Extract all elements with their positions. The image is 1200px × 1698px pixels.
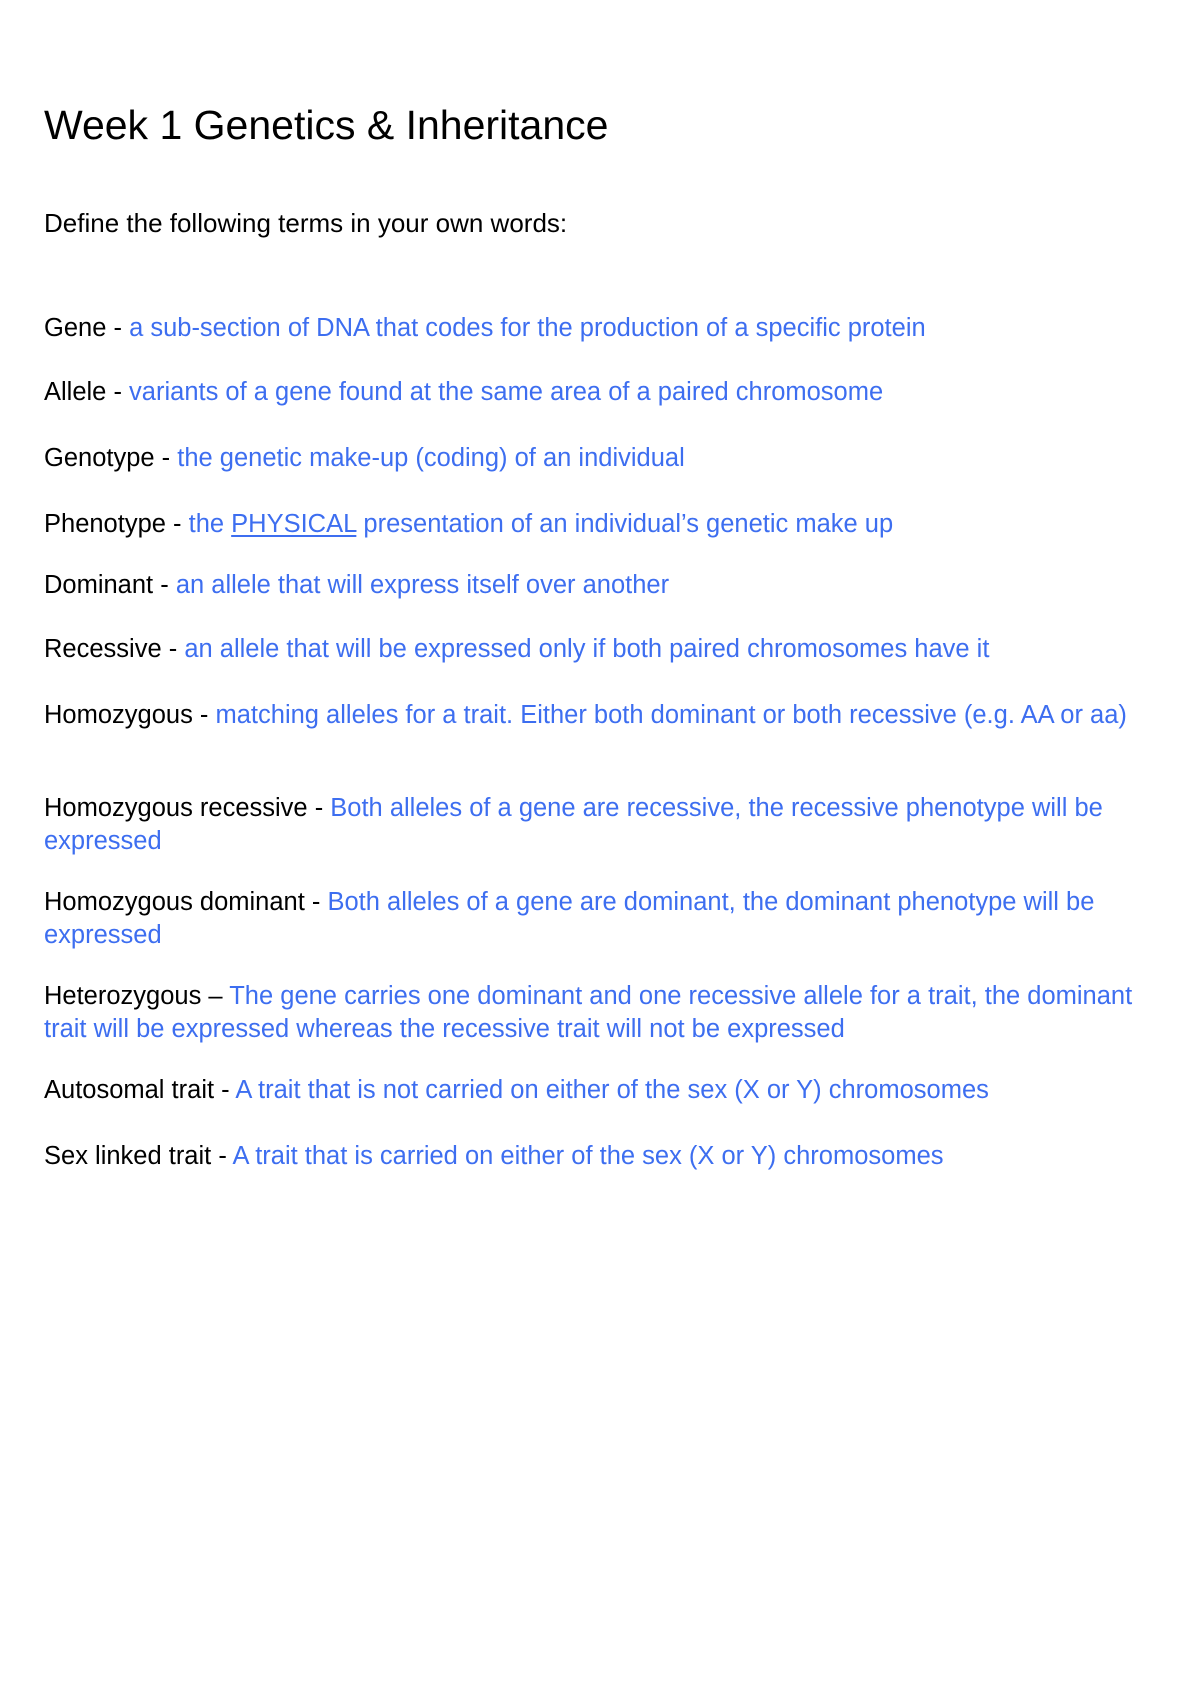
page-title: Week 1 Genetics & Inheritance xyxy=(44,102,609,148)
term-label: Autosomal trait xyxy=(44,1076,215,1104)
term-separator: - xyxy=(153,571,176,599)
term-entry-homozygous-dominant xyxy=(44,886,1144,952)
term-definition: Both alleles of a gene are dominant, the dominant phenotype will be expressed xyxy=(44,888,1095,949)
term-definition: an allele that will express itself over another xyxy=(175,571,670,599)
term-definition: A trait that is carried on either of the sex (X or Y) chromosomes xyxy=(232,1142,944,1170)
term-separator: – xyxy=(201,982,230,1010)
term-entry-homozygous xyxy=(44,699,1144,732)
term-label: Allele xyxy=(44,378,107,406)
term-entry-homozygous-recessive xyxy=(44,792,1144,858)
term-separator: - xyxy=(106,378,130,406)
term-definition: Both alleles of a gene are recessive, the recessive phenotype will be expressed xyxy=(44,794,1103,855)
term-label: Homozygous recessive xyxy=(44,794,308,822)
term-label: Genotype xyxy=(44,444,155,472)
term-label: Gene xyxy=(44,314,107,342)
term-entry-heterozygous xyxy=(44,980,1144,1046)
term-separator: - xyxy=(161,635,185,663)
term-entry-phenotype xyxy=(44,508,1144,541)
term-definition-emphasis: PHYSICAL xyxy=(231,510,357,538)
term-entry-sex-linked-trait xyxy=(44,1140,1144,1173)
term-separator: - xyxy=(307,794,331,822)
term-definition: an allele that will be expressed only if both paired chromosomes have it xyxy=(184,635,990,663)
term-definition: the genetic make-up (coding) of an individual xyxy=(177,444,685,472)
term-entry-gene xyxy=(44,312,1144,345)
term-entry-genotype xyxy=(44,442,1144,475)
term-separator: - xyxy=(304,888,328,916)
term-entry-allele xyxy=(44,376,1144,409)
term-definition: variants of a gene found at the same area of a paired chromosome xyxy=(129,378,884,406)
term-separator: - xyxy=(154,444,178,472)
term-label: Homozygous xyxy=(44,701,193,729)
term-entry-dominant xyxy=(44,569,1144,602)
term-label: Phenotype xyxy=(44,510,166,538)
term-label: Dominant xyxy=(44,571,154,599)
term-definition: a sub-section of DNA that codes for the production of a specific protein xyxy=(129,314,926,342)
term-label: Recessive xyxy=(44,635,162,663)
term-definition: matching alleles for a trait. Either both dominant or both recessive (e.g. AA or aa) xyxy=(215,701,1127,729)
term-separator: - xyxy=(192,701,216,729)
term-label: Homozygous dominant xyxy=(44,888,305,916)
term-separator: - xyxy=(211,1142,233,1170)
term-separator: - xyxy=(106,314,130,342)
term-entry-recessive xyxy=(44,633,1144,666)
term-definition: The gene carries one dominant and one recessive allele for a trait, the dominant trait will be expressed whereas the recessive trait will not be expressed xyxy=(44,982,1133,1043)
instructions: Define the following terms in your own words: xyxy=(44,208,568,238)
term-definition-post: presentation of an individual’s genetic make up xyxy=(356,510,894,538)
term-separator: - xyxy=(165,510,189,538)
term-entry-autosomal-trait xyxy=(44,1074,1144,1107)
term-label: Sex linked trait xyxy=(44,1142,212,1170)
term-definition-pre: the xyxy=(188,510,232,538)
term-separator: - xyxy=(214,1076,236,1104)
term-definition: A trait that is not carried on either of the sex (X or Y) chromosomes xyxy=(235,1076,989,1104)
term-label: Heterozygous xyxy=(44,982,202,1010)
